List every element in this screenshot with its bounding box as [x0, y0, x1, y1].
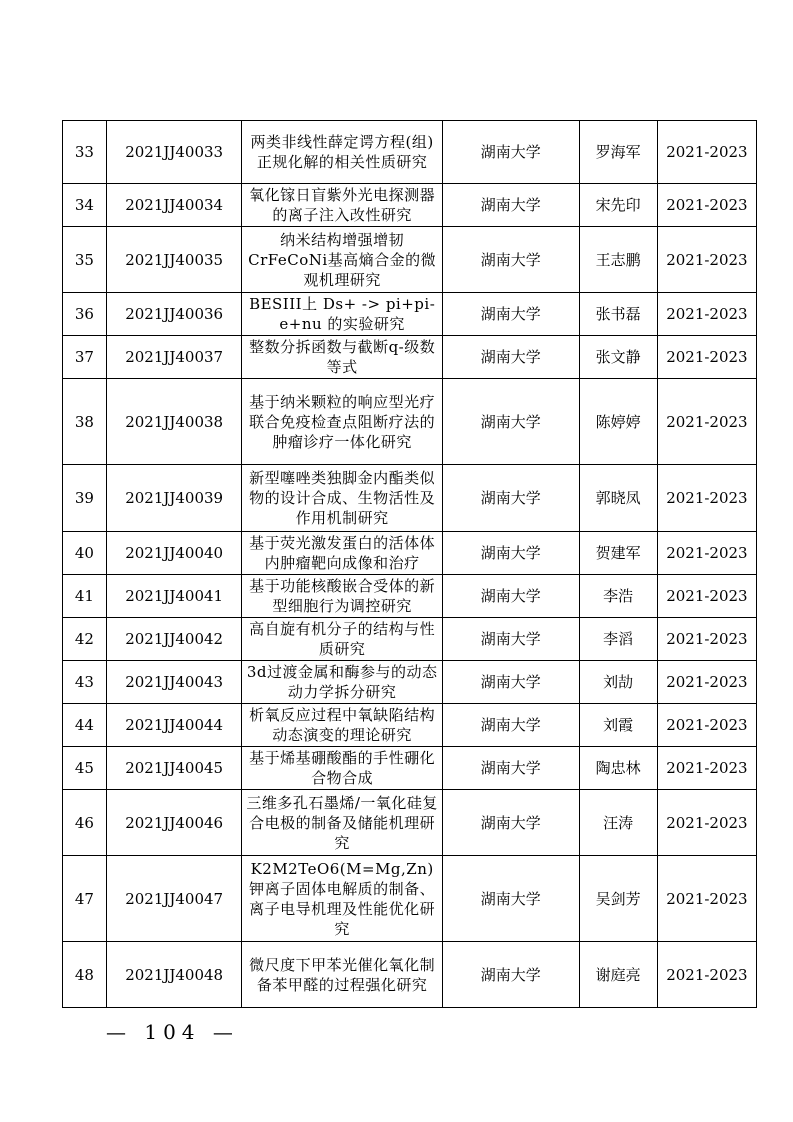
project-period: 2021-2023 [657, 379, 756, 465]
institution: 湖南大学 [442, 184, 579, 227]
row-number: 33 [63, 121, 107, 184]
project-period: 2021-2023 [657, 575, 756, 618]
project-title: 微尺度下甲苯光催化氧化制备苯甲醛的过程强化研究 [242, 942, 442, 1008]
project-title: BESIII上 Ds+ -> pi+pi-e+nu 的实验研究 [242, 293, 442, 336]
project-title: 两类非线性薛定谔方程(组)正规化解的相关性质研究 [242, 121, 442, 184]
principal-investigator: 刘霞 [579, 704, 657, 747]
row-number: 42 [63, 618, 107, 661]
principal-investigator: 张文静 [579, 336, 657, 379]
project-code: 2021JJ40038 [106, 379, 242, 465]
table-row [63, 575, 757, 618]
institution: 湖南大学 [442, 747, 579, 790]
principal-investigator: 贺建军 [579, 532, 657, 575]
principal-investigator: 刘劼 [579, 661, 657, 704]
project-code: 2021JJ40044 [106, 704, 242, 747]
row-number: 39 [63, 465, 107, 532]
table-row [63, 532, 757, 575]
institution: 湖南大学 [442, 790, 579, 856]
principal-investigator: 张书磊 [579, 293, 657, 336]
project-title: K2M2TeO6(M=Mg,Zn)钾离子固体电解质的制备、离子电导机理及性能优化研究 [242, 856, 442, 942]
institution: 湖南大学 [442, 227, 579, 293]
project-code: 2021JJ40042 [106, 618, 242, 661]
table-row [63, 336, 757, 379]
project-period: 2021-2023 [657, 227, 756, 293]
row-number: 41 [63, 575, 107, 618]
principal-investigator: 李浩 [579, 575, 657, 618]
row-number: 35 [63, 227, 107, 293]
row-number: 36 [63, 293, 107, 336]
principal-investigator: 罗海军 [579, 121, 657, 184]
institution: 湖南大学 [442, 465, 579, 532]
project-title: 基于荧光激发蛋白的活体体内肿瘤靶向成像和治疗 [242, 532, 442, 575]
principal-investigator: 吴剑芳 [579, 856, 657, 942]
project-period: 2021-2023 [657, 704, 756, 747]
principal-investigator: 谢庭亮 [579, 942, 657, 1008]
table-row [63, 184, 757, 227]
institution: 湖南大学 [442, 121, 579, 184]
row-number: 47 [63, 856, 107, 942]
row-number: 34 [63, 184, 107, 227]
institution: 湖南大学 [442, 293, 579, 336]
table-row [63, 293, 757, 336]
project-code: 2021JJ40045 [106, 747, 242, 790]
project-title: 纳米结构增强增韧CrFeCoNi基高熵合金的微观机理研究 [242, 227, 442, 293]
institution: 湖南大学 [442, 856, 579, 942]
project-period: 2021-2023 [657, 465, 756, 532]
table-row [63, 465, 757, 532]
project-period: 2021-2023 [657, 942, 756, 1008]
principal-investigator: 陈婷婷 [579, 379, 657, 465]
project-title: 三维多孔石墨烯/一氧化硅复合电极的制备及储能机理研究 [242, 790, 442, 856]
project-code: 2021JJ40033 [106, 121, 242, 184]
project-period: 2021-2023 [657, 121, 756, 184]
project-code: 2021JJ40041 [106, 575, 242, 618]
project-title: 基于纳米颗粒的响应型光疗联合免疫检查点阻断疗法的肿瘤诊疗一体化研究 [242, 379, 442, 465]
project-period: 2021-2023 [657, 856, 756, 942]
institution: 湖南大学 [442, 618, 579, 661]
principal-investigator: 郭晓凤 [579, 465, 657, 532]
institution: 湖南大学 [442, 532, 579, 575]
row-number: 45 [63, 747, 107, 790]
row-number: 46 [63, 790, 107, 856]
table-row [63, 618, 757, 661]
project-code: 2021JJ40040 [106, 532, 242, 575]
institution: 湖南大学 [442, 942, 579, 1008]
institution: 湖南大学 [442, 704, 579, 747]
project-code: 2021JJ40047 [106, 856, 242, 942]
row-number: 40 [63, 532, 107, 575]
project-period: 2021-2023 [657, 184, 756, 227]
table-row [63, 661, 757, 704]
project-title: 氧化镓日盲紫外光电探测器的离子注入改性研究 [242, 184, 442, 227]
row-number: 48 [63, 942, 107, 1008]
row-number: 44 [63, 704, 107, 747]
project-period: 2021-2023 [657, 661, 756, 704]
project-code: 2021JJ40048 [106, 942, 242, 1008]
project-table-body [63, 121, 757, 1008]
project-code: 2021JJ40034 [106, 184, 242, 227]
project-title: 基于功能核酸嵌合受体的新型细胞行为调控研究 [242, 575, 442, 618]
project-period: 2021-2023 [657, 618, 756, 661]
table-row [63, 704, 757, 747]
row-number: 38 [63, 379, 107, 465]
project-period: 2021-2023 [657, 532, 756, 575]
project-table [62, 120, 757, 1008]
table-row [63, 227, 757, 293]
principal-investigator: 王志鹏 [579, 227, 657, 293]
table-row [63, 747, 757, 790]
institution: 湖南大学 [442, 379, 579, 465]
table-row [63, 121, 757, 184]
project-title: 新型噻唑类独脚金内酯类似物的设计合成、生物活性及作用机制研究 [242, 465, 442, 532]
project-period: 2021-2023 [657, 336, 756, 379]
principal-investigator: 李滔 [579, 618, 657, 661]
table-row [63, 379, 757, 465]
project-period: 2021-2023 [657, 293, 756, 336]
project-title: 整数分拆函数与截断q-级数等式 [242, 336, 442, 379]
project-code: 2021JJ40035 [106, 227, 242, 293]
page-number: — 104 — [106, 1020, 239, 1044]
project-code: 2021JJ40043 [106, 661, 242, 704]
institution: 湖南大学 [442, 336, 579, 379]
principal-investigator: 陶忠林 [579, 747, 657, 790]
project-title: 析氧反应过程中氧缺陷结构动态演变的理论研究 [242, 704, 442, 747]
table-row [63, 856, 757, 942]
project-code: 2021JJ40046 [106, 790, 242, 856]
table-row [63, 942, 757, 1008]
institution: 湖南大学 [442, 661, 579, 704]
project-code: 2021JJ40037 [106, 336, 242, 379]
row-number: 37 [63, 336, 107, 379]
project-title: 高自旋有机分子的结构与性质研究 [242, 618, 442, 661]
table-row [63, 790, 757, 856]
project-period: 2021-2023 [657, 747, 756, 790]
institution: 湖南大学 [442, 575, 579, 618]
row-number: 43 [63, 661, 107, 704]
project-title: 3d过渡金属和酶参与的动态动力学拆分研究 [242, 661, 442, 704]
principal-investigator: 宋先印 [579, 184, 657, 227]
principal-investigator: 汪涛 [579, 790, 657, 856]
project-code: 2021JJ40039 [106, 465, 242, 532]
project-period: 2021-2023 [657, 790, 756, 856]
project-code: 2021JJ40036 [106, 293, 242, 336]
project-title: 基于烯基硼酸酯的手性硼化合物合成 [242, 747, 442, 790]
